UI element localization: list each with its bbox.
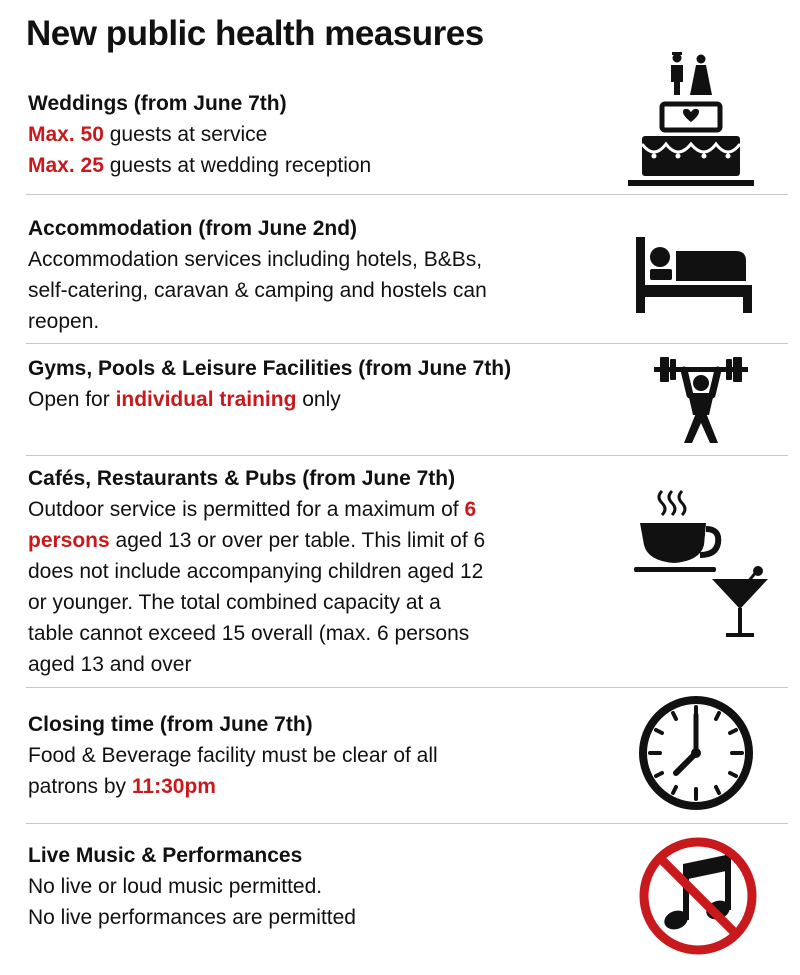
body-text: guests at wedding reception bbox=[103, 154, 372, 177]
body-text: guests at service bbox=[103, 123, 268, 146]
divider bbox=[26, 194, 788, 195]
highlight-text: persons bbox=[28, 529, 110, 552]
divider bbox=[26, 687, 788, 688]
body-text: only bbox=[296, 388, 341, 411]
highlight-text: 6 bbox=[464, 498, 477, 521]
body-text: patrons by bbox=[28, 775, 132, 798]
section-heading: Gyms, Pools & Leisure Facilities (from June 7th) bbox=[28, 357, 512, 380]
section-heading: Closing time (from June 7th) bbox=[28, 713, 313, 736]
section-line bbox=[28, 384, 588, 415]
section-heading: Cafés, Restaurants & Pubs (from June 7th) bbox=[28, 467, 456, 490]
section-line: or younger. The total combined capacity at a bbox=[28, 591, 441, 614]
no-music-icon bbox=[636, 834, 760, 958]
section-line: Food & Beverage facility must be clear of all bbox=[28, 744, 438, 767]
clock-icon bbox=[636, 693, 756, 813]
section-line bbox=[28, 494, 588, 525]
section-line: reopen. bbox=[28, 310, 100, 333]
coffee-cup-cocktail-icon bbox=[634, 487, 774, 647]
wedding-cake-icon bbox=[628, 52, 754, 192]
section-line bbox=[28, 525, 588, 556]
body-text: Outdoor service is permitted for a maximum of bbox=[28, 498, 465, 521]
divider bbox=[26, 455, 788, 456]
highlight-text: Max. 25 bbox=[28, 154, 104, 177]
section-text bbox=[28, 840, 588, 933]
section-line: aged 13 and over bbox=[28, 653, 192, 676]
section-line: table cannot exceed 15 overall (max. 6 persons bbox=[28, 622, 470, 645]
section-heading: Weddings (from June 7th) bbox=[28, 92, 287, 115]
section-line: No live or loud music permitted. bbox=[28, 875, 323, 898]
section-line: Accommodation services including hotels, B&Bs, bbox=[28, 248, 483, 271]
highlight-text: individual training bbox=[115, 388, 297, 411]
section-text bbox=[28, 88, 588, 181]
section-text bbox=[28, 213, 588, 337]
section-heading: Accommodation (from June 2nd) bbox=[28, 217, 358, 240]
section-line bbox=[28, 150, 588, 181]
section-text bbox=[28, 353, 588, 415]
bed-icon bbox=[636, 237, 752, 317]
highlight-text: Max. 50 bbox=[28, 123, 104, 146]
section-line bbox=[28, 771, 588, 802]
highlight-text: 11:30pm bbox=[131, 775, 216, 798]
section-line: self-catering, caravan & camping and hostels can bbox=[28, 279, 487, 302]
section-text bbox=[28, 463, 588, 680]
section-line: does not include accompanying children aged 12 bbox=[28, 560, 484, 583]
divider bbox=[26, 823, 788, 824]
section-line: No live performances are permitted bbox=[28, 906, 356, 929]
section-line bbox=[28, 119, 588, 150]
section-text bbox=[28, 709, 588, 802]
body-text: Open for bbox=[28, 388, 116, 411]
section-heading: Live Music & Performances bbox=[28, 844, 303, 867]
divider bbox=[26, 343, 788, 344]
body-text: aged 13 or over per table. This limit of 6 bbox=[109, 529, 486, 552]
page-title: New public health measures bbox=[26, 14, 484, 53]
weightlifter-icon bbox=[654, 353, 748, 447]
